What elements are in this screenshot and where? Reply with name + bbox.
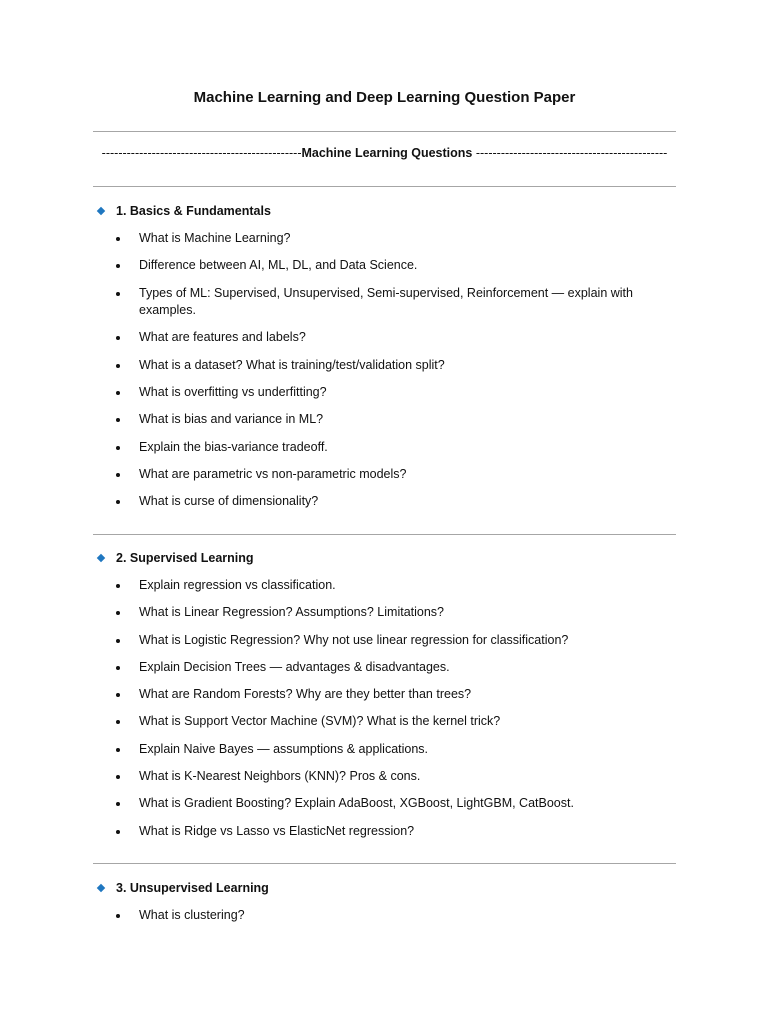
diamond-bullet-icon [97,884,105,892]
question-text: What is Gradient Boosting? Explain AdaBoost, XGBoost, LightGBM, CatBoost. [139,796,574,811]
section-heading [93,545,676,572]
bullet-icon [116,802,120,806]
list-item [93,280,676,325]
diamond-bullet-icon [97,554,105,562]
section-heading [93,198,676,225]
bullet-icon [116,830,120,834]
list-item [93,352,676,379]
bullet-icon [116,418,120,422]
question-text: Difference between AI, ML, DL, and Data Science. [139,258,418,273]
question-list [93,572,676,845]
bullet-icon [116,720,120,724]
bullet-icon [116,914,120,918]
list-item [93,708,676,735]
list-item [93,379,676,406]
divider-label: Machine Learning Questions [301,146,473,160]
list-item [93,324,676,351]
section-unsupervised-learning [93,875,676,929]
question-text: What is Machine Learning? [139,231,291,245]
question-list [93,225,676,515]
question-text: What is bias and variance in ML? [139,412,324,427]
question-text: What is Linear Regression? Assumptions? Limitations? [139,605,445,620]
question-list [93,902,676,929]
section-heading-text: 3. Unsupervised Learning [116,881,269,895]
question-text: What are Random Forests? Why are they better than trees? [139,687,472,702]
bullet-icon [116,748,120,752]
horizontal-rule [93,863,676,864]
question-text: Explain the bias-variance tradeoff. [139,439,328,454]
question-text: What are parametric vs non-parametric models? [139,466,407,481]
question-text: What is clustering? [139,908,245,922]
bullet-icon [116,446,120,450]
bullet-icon [116,336,120,340]
horizontal-rule [93,131,676,132]
question-text: What are features and labels? [139,330,306,345]
bullet-icon [116,775,120,779]
horizontal-rule [93,534,676,535]
section-divider-ml-questions [93,146,676,160]
bullet-icon [116,391,120,395]
document-title: Machine Learning and Deep Learning Question Paper [193,89,576,106]
list-item [93,654,676,681]
list-item [93,488,676,515]
list-item [93,790,676,817]
list-item [93,736,676,763]
divider-left-dashes: ------------------------------------------------ [101,146,302,160]
question-text: What is a dataset? What is training/test/validation split? [139,357,445,372]
list-item [93,763,676,790]
question-text: Types of ML: Supervised, Unsupervised, Semi-supervised, Reinforcement — explain with examples. [139,285,633,318]
bullet-icon [116,611,120,615]
bullet-icon [116,639,120,643]
list-item [93,599,676,626]
section-heading [93,875,676,902]
list-item [93,434,676,461]
bullet-icon [116,500,120,504]
bullet-icon [116,666,120,670]
list-item [93,627,676,654]
bullet-icon [116,584,120,588]
question-text: Explain Naive Bayes — assumptions & applications. [139,741,429,756]
section-heading-text: 1. Basics & Fundamentals [116,204,271,218]
bullet-icon [116,264,120,268]
list-item [93,902,676,929]
bullet-icon [116,237,120,241]
list-item [93,225,676,252]
list-item [93,681,676,708]
diamond-bullet-icon [97,207,105,215]
question-text: What is Support Vector Machine (SVM)? What is the kernel trick? [139,714,501,729]
divider-right-dashes: ---------------------------------------------- [475,146,668,160]
question-text: What is overfitting vs underfitting? [139,384,327,399]
question-text: Explain regression vs classification. [139,578,336,592]
question-text: What is Ridge vs Lasso vs ElasticNet regression? [139,823,415,838]
question-text: What is Logistic Regression? Why not use linear regression for classification? [139,632,569,647]
section-supervised-learning [93,545,676,845]
list-item [93,461,676,488]
bullet-icon [116,693,120,697]
section-basics-fundamentals [93,198,676,515]
question-text: What is curse of dimensionality? [139,494,319,509]
question-text: What is K-Nearest Neighbors (KNN)? Pros & cons. [139,769,421,784]
bullet-icon [116,292,120,296]
horizontal-rule [93,186,676,187]
bullet-icon [116,473,120,477]
bullet-icon [116,364,120,368]
question-text: Explain Decision Trees — advantages & disadvantages. [139,659,450,674]
list-item [93,406,676,433]
list-item [93,252,676,279]
section-heading-text: 2. Supervised Learning [116,551,254,565]
list-item [93,818,676,845]
list-item [93,572,676,599]
